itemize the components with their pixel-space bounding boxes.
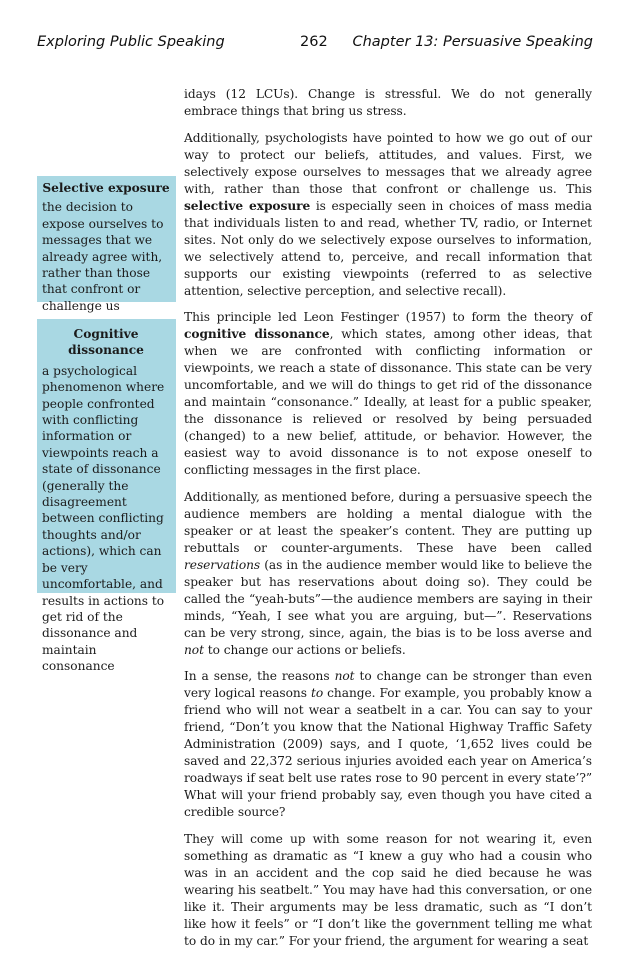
glossary-box-cognitive-dissonance — [37, 319, 176, 674]
page-number: 262 — [300, 34, 328, 50]
chapter-title: Chapter 13: Persuasive Speaking — [352, 34, 593, 50]
glossary-term: Cognitive dissonance — [68, 327, 144, 358]
emphasis: not — [184, 642, 204, 657]
body-text — [184, 86, 592, 959]
paragraph: Additionally, as mentioned before, during a persuasive speech the audience members are holding a mental dialogue with the speaker or at least the speaker’s content. They are putting up rebuttals or counter-arguments. These have been called reservations (as in the audience member would like to believe the speaker but has reservations about doing so). They could be called the “yeah-buts”—the audience members are saying in their minds, “Yeah, I see what you are arguing, but—”. Reservations can be very strong, since, again, the bias is to be loss averse and not to change our actions or beliefs. — [184, 489, 592, 657]
paragraph: idays (12 LCUs). Change is stressful. We do not generally embrace things that bring us stress. — [184, 87, 592, 118]
paragraph: They will come up with some reason for not wearing it, even something as dramatic as “I knew a guy who had a cousin who was in an accident and the cop said he died because he was wearing his seatbelt.” You may have had this conversation, or one like it. Their arguments may be less dramatic, such as “I don’t like how it feels” or “I don’t like the government telling me what to do in my car.” For your friend, the argument for wearing a seat — [184, 831, 592, 948]
emphasis: to — [310, 686, 324, 700]
glossary-box-selective-exposure — [37, 176, 176, 313]
emphasis: reservations — [184, 557, 261, 572]
running-header — [0, 34, 630, 56]
glossary-definition: a psychological phenomenon where people confronted with conflicting information or viewpoints reach a state of dissonance (generally the disagreement between conflicting thoughts and/or actions), which can be very uncomfortable, and results in actions to get rid of the dissonance and maintain consonance — [42, 363, 165, 674]
key-term: selective exposure — [184, 198, 311, 213]
paragraph: In a sense, the reasons not to change can be stronger than even very logical reasons to change. For example, you probably know a friend who will not wear a seatbelt in a car. You can say to your friend, “Don’t you know that the National Highway Traffic Safety Administration (2009) says, and I quote, ‘1,652 lives could be saved and 22,372 serious injuries avoided each year on America’s roadways if seat belt use rates rose to 90 percent in every state’?” What will your friend probably say, even though you have cited a credible source? — [184, 669, 593, 819]
paragraph: This principle led Leon Festinger (1957) to form the theory of cognitive dissonance, which states, among other ideas, that when we are confronted with conflicting information or viewpoints, we reach a state of dissonance. This state can be very uncomfortable, and we will do things to get rid of the dissonance and maintain “consonance.” Ideally, at least for a public speaker, the dissonance is relieved or resolved by being persuaded (changed) to a new belief, attitude, or behavior. However, the easiest way to avoid dissonance is to not expose oneself to conflicting messages in the first place. — [184, 310, 592, 477]
glossary-term: Selective exposure — [42, 181, 170, 195]
emphasis: not — [334, 669, 355, 683]
glossary-definition: the decision to expose ourselves to messages that we already agree with, rather than those that confront or challenge us — [42, 200, 164, 313]
key-term: cognitive dissonance — [184, 327, 330, 341]
book-title: Exploring Public Speaking — [37, 34, 225, 50]
paragraph: Additionally, psychologists have pointed to how we go out of our way to protect our beliefs, attitudes, and values. First, we selectively expose ourselves to messages that we already agree with, rather than those that confront or challenge us. This selective exposure is especially seen in choices of mass media that individuals listen to and read, whether TV, radio, or Internet sites. Not only do we selectively expose ourselves to information, we selectively attend to, perceive, and recall information that supports our existing viewpoints (referred to as selective attention, selective perception, and selective recall). — [184, 130, 592, 298]
